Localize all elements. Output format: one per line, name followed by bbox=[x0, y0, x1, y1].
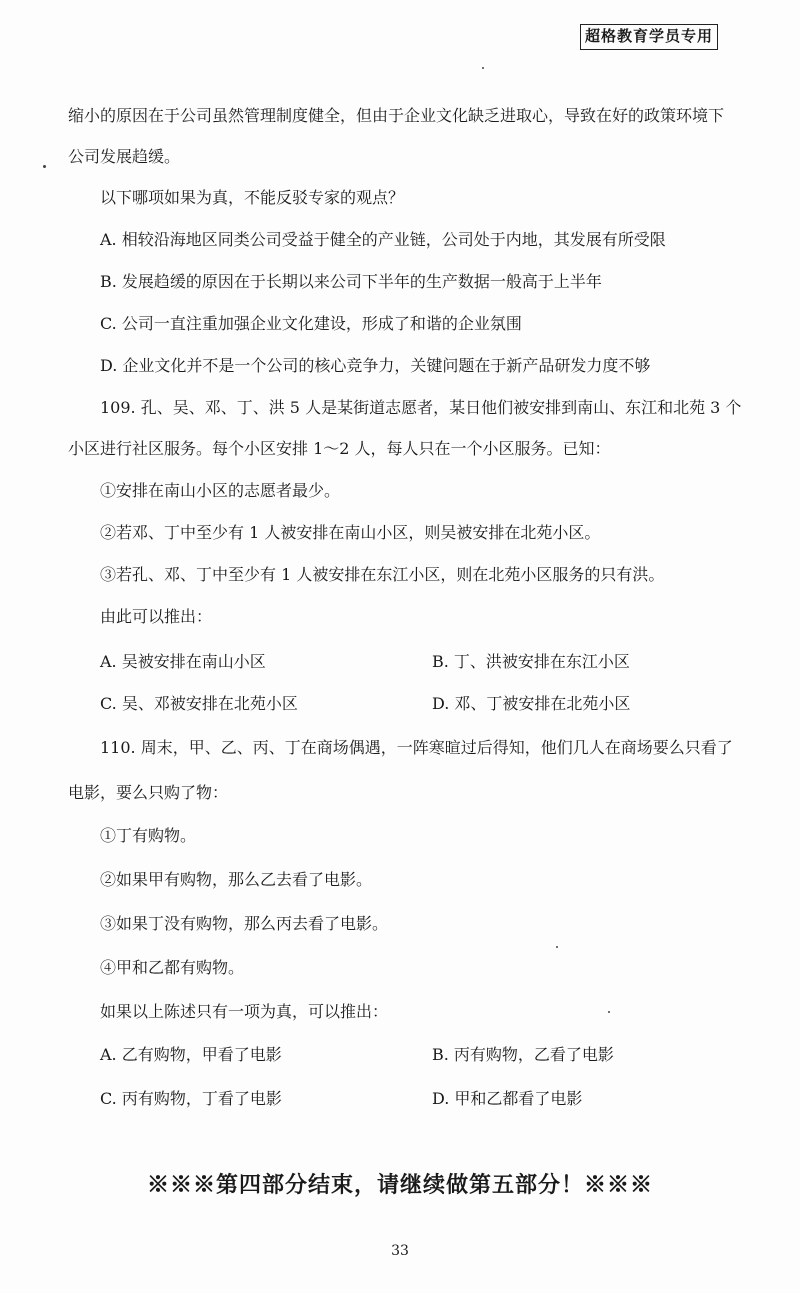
question-110-condition-1: ①丁有购物。 bbox=[100, 826, 197, 845]
question-109-stem-line-2: 小区进行社区服务。每个小区安排 1～2 人，每人只在一个小区服务。已知： bbox=[68, 439, 611, 458]
student-only-badge: 超格教育学员专用 bbox=[580, 24, 718, 50]
question-110-prompt: 如果以上陈述只有一项为真，可以推出： bbox=[100, 1002, 389, 1021]
question-109-stem-line-1: 109. 孔、吴、邓、丁、洪 5 人是某街道志愿者，某日他们被安排到南山、东江和北苑 3 个 bbox=[100, 398, 742, 417]
question-110-stem-line-1: 110. 周末，甲、乙、丙、丁在商场偶遇，一阵寒暄过后得知，他们几人在商场要么只看了 bbox=[100, 738, 733, 757]
scan-speck bbox=[608, 1011, 610, 1013]
intro-line-2: 公司发展趋缓。 bbox=[68, 147, 181, 166]
scan-speck bbox=[556, 946, 558, 948]
question-110-option-d: D. 甲和乙都看了电影 bbox=[432, 1089, 583, 1108]
question-108-option-b: B. 发展趋缓的原因在于长期以来公司下半年的生产数据一般高于上半年 bbox=[100, 272, 602, 291]
question-110-option-b: B. 丙有购物，乙看了电影 bbox=[432, 1045, 614, 1064]
question-109-prompt: 由此可以推出： bbox=[100, 607, 213, 626]
question-109-option-a: A. 吴被安排在南山小区 bbox=[100, 652, 266, 671]
question-109-option-b: B. 丁、洪被安排在东江小区 bbox=[432, 652, 630, 671]
question-109-condition-3: ③若孔、邓、丁中至少有 1 人被安排在东江小区，则在北苑小区服务的只有洪。 bbox=[100, 565, 665, 584]
question-108-stem: 以下哪项如果为真，不能反驳专家的观点？ bbox=[100, 188, 405, 207]
section-end-banner: ※※※第四部分结束，请继续做第五部分！※※※ bbox=[146, 1172, 653, 1198]
question-110-option-c: C. 丙有购物，丁看了电影 bbox=[100, 1089, 282, 1108]
question-109-option-c: C. 吴、邓被安排在北苑小区 bbox=[100, 694, 298, 713]
question-110-condition-4: ④甲和乙都有购物。 bbox=[100, 958, 245, 977]
question-110-option-a: A. 乙有购物，甲看了电影 bbox=[100, 1045, 282, 1064]
intro-line-1: 缩小的原因在于公司虽然管理制度健全，但由于企业文化缺乏进取心，导致在好的政策环境下 bbox=[68, 106, 725, 125]
question-109-condition-1: ①安排在南山小区的志愿者最少。 bbox=[100, 481, 341, 500]
scan-speck bbox=[482, 67, 484, 69]
question-109-option-d: D. 邓、丁被安排在北苑小区 bbox=[432, 694, 631, 713]
question-110-stem-line-2: 电影，要么只购了物： bbox=[68, 783, 229, 802]
page-number: 33 bbox=[391, 1243, 409, 1259]
question-109-condition-2: ②若邓、丁中至少有 1 人被安排在南山小区，则吴被安排在北苑小区。 bbox=[100, 523, 601, 542]
question-108-option-a: A. 相较沿海地区同类公司受益于健全的产业链，公司处于内地，其发展有所受限 bbox=[100, 230, 666, 249]
scan-speck bbox=[43, 165, 46, 168]
question-110-condition-2: ②如果甲有购物，那么乙去看了电影。 bbox=[100, 870, 373, 889]
question-108-option-c: C. 公司一直注重加强企业文化建设，形成了和谐的企业氛围 bbox=[100, 314, 522, 333]
question-108-option-d: D. 企业文化并不是一个公司的核心竞争力，关键问题在于新产品研发力度不够 bbox=[100, 356, 651, 375]
question-110-condition-3: ③如果丁没有购物，那么丙去看了电影。 bbox=[100, 914, 389, 933]
